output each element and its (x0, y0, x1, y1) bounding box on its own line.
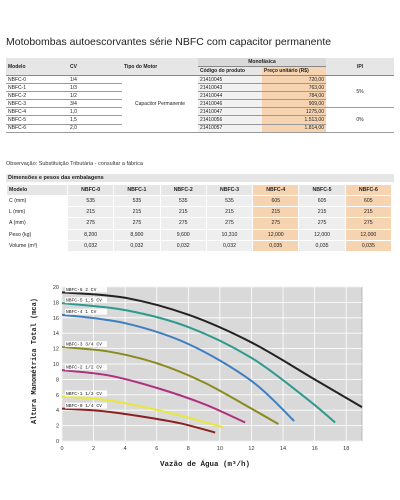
series-label: NBFC-6 2 CV (66, 287, 97, 293)
table-cell: 10,310 (206, 229, 252, 240)
col-cv: CV (68, 58, 122, 76)
table-cell: 605 (299, 196, 345, 207)
table-cell: 215 (345, 207, 391, 218)
table-cell: 275 (253, 218, 299, 229)
series-label: NBFC-4 1 CV (66, 310, 97, 316)
table-cell: 605 (253, 196, 299, 207)
modelo-cell: NBFC-0 (6, 76, 68, 84)
row-label: Peso (kg) (7, 229, 68, 240)
modelo-cell: NBFC-3 (6, 100, 68, 108)
codigo-cell: 21410043 (198, 84, 262, 92)
table-cell: 8,900 (114, 229, 160, 240)
x-tick-label: 0 (60, 446, 64, 452)
table-cell: 215 (253, 207, 299, 218)
price-table (6, 58, 394, 133)
table-cell: 215 (206, 207, 252, 218)
cv-cell: 1/4 (68, 76, 122, 84)
y-axis-label: Altura Manométrica Total (mca) (31, 297, 39, 425)
table-cell: 0,032 (160, 240, 206, 251)
y-tick-label: 20 (52, 285, 59, 291)
col-tipo-motor: Tipo do Motor (122, 58, 198, 76)
modelo-cell: NBFC-5 (6, 116, 68, 124)
row-label: A (mm) (7, 218, 68, 229)
cv-cell: 1,0 (68, 108, 122, 116)
y-tick-label: 8 (55, 377, 59, 384)
table-cell: 275 (68, 218, 114, 229)
dimensions-table (6, 184, 392, 252)
table-cell: 9,600 (160, 229, 206, 240)
table-cell: 535 (160, 196, 206, 207)
preco-cell: 909,00 (262, 100, 326, 108)
table-cell: 8,200 (68, 229, 114, 240)
preco-cell: 763,00 (262, 84, 326, 92)
cv-cell: 1,5 (68, 116, 122, 124)
preco-cell: 720,00 (262, 76, 326, 84)
table-cell: 0,035 (253, 240, 299, 251)
col-ipi: IPI (326, 58, 394, 76)
modelo-cell: NBFC-2 (6, 92, 68, 100)
table-cell: 12,000 (299, 229, 345, 240)
table-cell: 275 (114, 218, 160, 229)
col-header: NBFC-6 (345, 185, 391, 196)
col-header: NBFC-1 (114, 185, 160, 196)
ipi-cell: 5% (326, 76, 394, 108)
table-cell: 215 (160, 207, 206, 218)
codigo-cell: 21410047 (198, 108, 262, 116)
x-tick-label: 14 (279, 446, 287, 452)
table-cell: 605 (345, 196, 391, 207)
row-label: L (mm) (7, 207, 68, 218)
table-cell: 535 (206, 196, 252, 207)
table-row (7, 207, 392, 218)
x-tick-label: 8 (186, 446, 190, 452)
table-row (7, 229, 392, 240)
observation-note: Observação: Substituição Tributária - consultar a fábrica (6, 161, 143, 167)
col-header: Modelo (7, 185, 68, 196)
y-tick-label: 2 (55, 423, 59, 430)
col-header: NBFC-4 (253, 185, 299, 196)
table-cell: 215 (68, 207, 114, 218)
table-row (7, 196, 392, 207)
codigo-cell: 21410057 (198, 124, 262, 132)
col-codigo: Código do produto (198, 67, 262, 76)
preco-cell: 1.814,00 (262, 124, 326, 132)
y-tick-label: 10 (52, 362, 59, 368)
series-label: NBFC-3 3/4 CV (66, 342, 102, 348)
col-header: NBFC-2 (160, 185, 206, 196)
page-title: Motobombas autoescorvantes série NBFC com capacitor permanente (6, 36, 332, 48)
y-tick-label: 4 (55, 408, 59, 415)
cv-cell: 3/4 (68, 100, 122, 108)
col-header: NBFC-0 (68, 185, 114, 196)
series-label: NBFC-2 1/2 CV (66, 365, 102, 371)
row-label: C (mm) (7, 196, 68, 207)
col-monofasica: Monofásica (198, 58, 326, 67)
table-cell: 215 (114, 207, 160, 218)
x-tick-label: 18 (343, 446, 350, 452)
col-preco: Preço unitário (R$) (262, 67, 326, 76)
y-tick-label: 6 (55, 392, 59, 399)
x-axis-label: Vazão de Água (m³/h) (159, 461, 251, 469)
y-tick-label: 12 (52, 346, 59, 353)
cv-cell: 1/2 (68, 92, 122, 100)
table-cell: 0,032 (68, 240, 114, 251)
table-cell: 535 (68, 196, 114, 207)
col-header: NBFC-3 (206, 185, 252, 196)
table-row (6, 108, 394, 116)
table-cell: 275 (299, 218, 345, 229)
x-tick-label: 4 (123, 446, 127, 452)
table-cell: 275 (206, 218, 252, 229)
table-cell: 12,000 (345, 229, 391, 240)
y-tick-label: 16 (52, 315, 59, 322)
y-tick-label: 14 (52, 331, 59, 338)
row-label: Volume (m³) (7, 240, 68, 251)
cv-cell: 1/3 (68, 84, 122, 92)
preco-cell: 1.513,00 (262, 116, 326, 124)
modelo-cell: NBFC-1 (6, 84, 68, 92)
ipi-cell: 0% (326, 108, 394, 132)
preco-cell: 1275,00 (262, 108, 326, 116)
table-cell: 0,032 (114, 240, 160, 251)
codigo-cell: 21410056 (198, 116, 262, 124)
codigo-cell: 21410044 (198, 92, 262, 100)
modelo-cell: NBFC-4 (6, 108, 68, 116)
table-row (6, 76, 394, 84)
col-modelo: Modelo (6, 58, 68, 76)
x-tick-label: 16 (311, 446, 318, 452)
table-cell: 0,035 (299, 240, 345, 251)
table-cell: 0,032 (206, 240, 252, 251)
x-tick-label: 10 (216, 446, 223, 452)
section-title: Dimensões e pesos das embalagens (6, 174, 394, 182)
x-tick-label: 12 (248, 446, 255, 452)
series-label: NBFC-5 1,5 CV (66, 298, 102, 304)
y-tick-label: 0 (55, 439, 59, 445)
codigo-cell: 21410045 (198, 76, 262, 84)
table-row (7, 218, 392, 229)
cv-cell: 2,0 (68, 124, 122, 132)
series-label: NBFC-0 1/4 CV (66, 404, 102, 410)
series-label: NBFC-1 1/3 CV (66, 391, 102, 397)
codigo-cell: 21410046 (198, 100, 262, 108)
table-cell: 12,000 (253, 229, 299, 240)
table-cell: 535 (114, 196, 160, 207)
table-cell: 215 (299, 207, 345, 218)
x-tick-label: 2 (92, 446, 96, 452)
tipo-motor-cell: Capacitor Permanente (122, 76, 198, 133)
table-cell: 275 (345, 218, 391, 229)
y-tick-label: 18 (52, 300, 59, 307)
table-header-row (7, 185, 392, 196)
col-header: NBFC-5 (299, 185, 345, 196)
preco-cell: 784,00 (262, 92, 326, 100)
modelo-cell: NBFC-6 (6, 124, 68, 132)
table-cell: 275 (160, 218, 206, 229)
table-cell: 0,035 (345, 240, 391, 251)
x-tick-label: 6 (155, 446, 159, 452)
pump-curve-chart (0, 283, 400, 475)
table-row (7, 240, 392, 251)
